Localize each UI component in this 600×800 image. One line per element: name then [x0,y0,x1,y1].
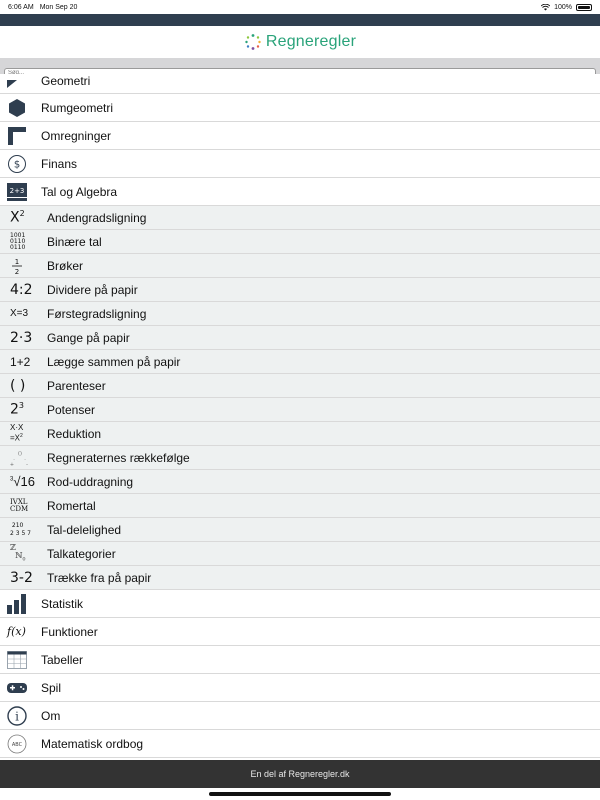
binary-icon: 1001 0110 0110 [10,231,26,251]
multiply-icon: 2·3 [10,329,33,346]
status-time: 6:06 AM [8,3,34,11]
footer[interactable] [0,760,600,788]
list-item-label: Rod-uddragning [47,474,134,489]
list-item-label: Parenteser [47,378,106,393]
list-item-dividere[interactable] [0,278,600,302]
list-item-laegge-sammen[interactable] [0,350,600,374]
table-icon [7,651,41,669]
order-of-operations-icon [10,449,47,467]
svg-text:-: - [26,461,28,467]
list-item-omregninger[interactable] [0,122,600,150]
list-item-rod-uddragning[interactable] [0,470,600,494]
root-icon: $^3$√16 [10,474,35,489]
svg-text:(): () [18,450,22,457]
list-item-label: Andengradsligning [47,210,147,225]
home-indicator[interactable] [209,792,391,796]
list-item-label: Tal og Algebra [41,184,118,199]
parentheses-icon: ( ) [10,377,26,394]
list-item-spil[interactable] [0,674,600,702]
svg-text:·: · [24,456,26,463]
divide-icon: 4:2 [10,281,33,298]
list-item-label: Tal-delelighed [47,522,122,537]
list-item-parenteser[interactable] [0,374,600,398]
svg-text:+: + [10,461,15,467]
list-item-label: Talkategorier [47,546,116,561]
list-item-reduktion[interactable] [0,422,600,446]
bar-chart-icon [7,594,41,614]
x-squared-icon: $X^2$ [10,209,25,226]
status-date: Mon Sep 20 [39,3,78,11]
list-item-regnearternes-raekkefoelge[interactable] [0,446,600,470]
divisibility-icon: 210 2 3 5 7 [10,521,31,537]
battery-percent: 100% [554,3,572,11]
nav-band [0,14,600,26]
conversion-icon [7,126,41,146]
list-item-andengradsligning[interactable] [0,206,600,230]
list-item-binaere-tal[interactable] [0,230,600,254]
info-icon [7,706,41,726]
list-item-label: Reduktion [47,426,102,441]
list-item-label: Tabeller [41,652,84,667]
subtraction-icon: 3-2 [10,569,33,586]
gamepad-icon [7,682,41,694]
list-item-label: Romertal [47,498,96,513]
algebra-icon [7,183,41,201]
dictionary-icon [7,734,41,754]
app-header [0,26,600,58]
list-item-tabeller[interactable] [0,646,600,674]
list-item-finans[interactable] [0,150,600,178]
list-item-label: Om [41,708,61,723]
list-item-label: Spil [41,680,62,695]
power-icon: $2^3$ [10,401,25,418]
list-item-statistik[interactable] [0,590,600,618]
battery-icon [576,4,592,11]
list-item-geometri[interactable] [0,74,600,94]
geometry-icon [7,80,41,88]
svg-text:$: $ [13,159,21,170]
list-item-label: Geometri [41,74,91,88]
dollar-icon [7,154,41,174]
page-title: Regneregler [265,33,357,50]
svg-text:2: 2 [14,267,20,275]
brand[interactable] [244,33,356,51]
list-item-rumgeometri[interactable] [0,94,600,122]
list-item-label: Statistik [41,596,84,611]
list-item-label: Rumgeometri [41,100,114,115]
list-item-talkategorier[interactable] [0,542,600,566]
linear-equation-icon: X=3 [10,308,29,319]
list-item-romertal[interactable] [0,494,600,518]
home-indicator-zone [0,788,600,800]
topic-list [0,74,600,760]
fraction-icon [10,257,47,275]
list-item-tal-og-algebra[interactable] [0,178,600,206]
list-item-potenser[interactable] [0,398,600,422]
reduction-icon: X·X $=X^2$ [10,423,24,443]
logo-icon [244,33,262,51]
list-item-label: Brøker [47,258,83,273]
function-icon: f(x) [7,625,26,638]
list-item-label: Regneraternes rækkefølge [47,450,190,465]
list-item-traekke-fra[interactable] [0,566,600,590]
svg-text:·: · [13,456,15,463]
cube-icon [7,98,41,118]
svg-text:i: i [15,709,19,723]
list-item-label: Førstegradsligning [47,306,147,321]
list-item-label: Funktioner [41,624,98,639]
list-item-matematisk-ordbog[interactable] [0,730,600,758]
list-item-label: Potenser [47,402,96,417]
list-item-label: Dividere på papir [47,282,138,297]
search-bar [0,58,600,74]
svg-text:2+3: 2+3 [9,186,25,195]
list-item-broeker[interactable] [0,254,600,278]
footer-text: En del af Regneregler.dk [250,769,350,779]
svg-text:1: 1 [14,257,20,266]
wifi-icon [541,4,550,11]
list-item-label: Lægge sammen på papir [47,354,181,369]
list-item-tal-delelighed[interactable] [0,518,600,542]
list-item-foerstegradsligning[interactable] [0,302,600,326]
list-item-label: Finans [41,156,78,171]
list-item-om[interactable] [0,702,600,730]
list-item-label: Omregninger [41,128,112,143]
svg-text:ABC: ABC [11,741,23,748]
addition-icon: 1+2 [10,354,31,369]
roman-numeral-icon: IVXL CDM [10,497,29,513]
status-bar [0,0,600,14]
status-right [541,4,592,11]
number-sets-icon: ℤ ℕ$_0$ [10,542,26,563]
list-item-label: Binære tal [47,234,102,249]
list-item-label: Trække fra på papir [47,570,152,585]
list-item-label: Gange på papir [47,330,130,345]
list-item-gange[interactable] [0,326,600,350]
list-item-label: Matematisk ordbog [41,736,144,751]
list-item-funktioner[interactable] [0,618,600,646]
